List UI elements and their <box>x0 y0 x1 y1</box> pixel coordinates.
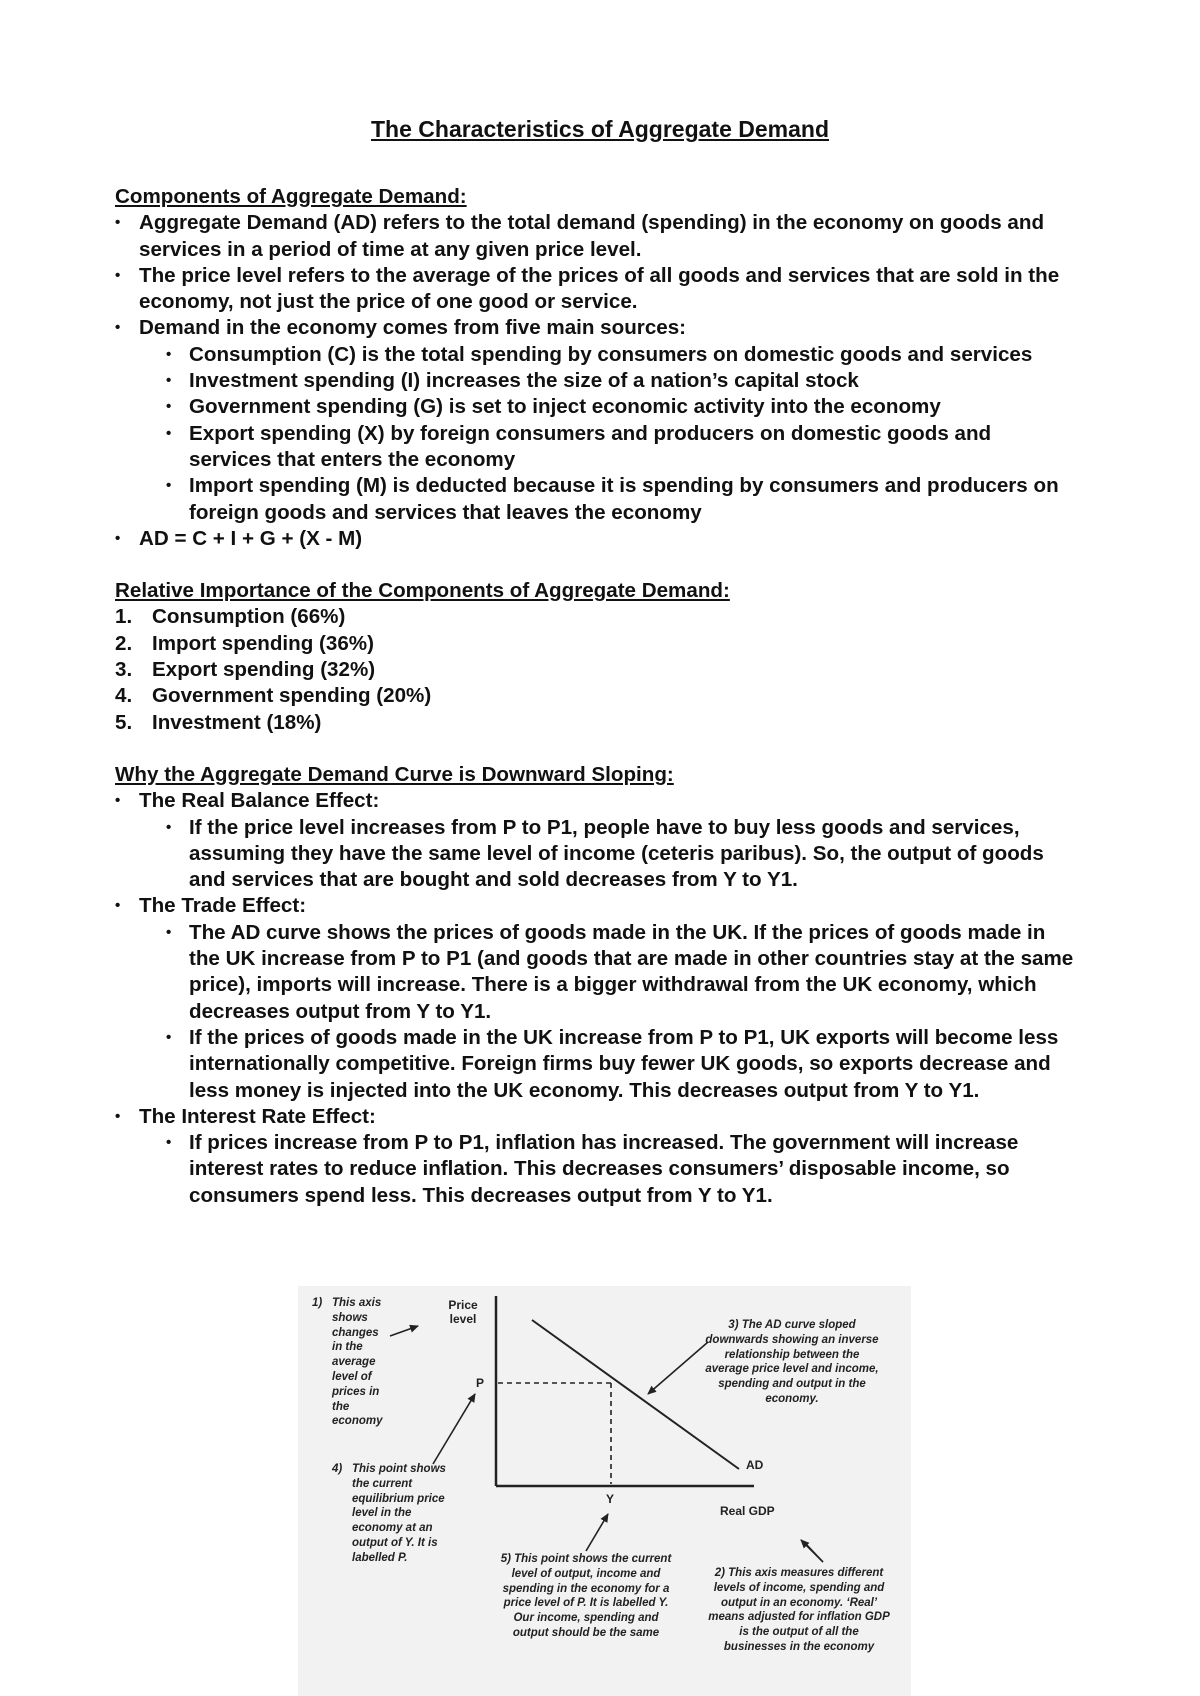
section-heading-relative-importance: Relative Importance of the Components of Aggregate Demand: <box>115 579 730 603</box>
effects-list <box>115 788 1075 1209</box>
annotation-1: This axis shows changes in the average level of prices in the economy <box>332 1297 383 1428</box>
arrow-annotation-3 <box>648 1342 708 1394</box>
numbered-item <box>115 604 1075 630</box>
item-number: 1. <box>115 605 133 629</box>
item-number: 5. <box>115 710 133 734</box>
item-text: Investment (18%) <box>152 710 322 734</box>
list-item <box>115 315 1075 525</box>
p-label: P <box>476 1376 485 1390</box>
annotation-5: 5) This point shows the current level of output, income and spending in the economy for a price level of P. It is labelled Y. Our income, spending and output should be the same <box>500 1553 672 1639</box>
sublist-item: • If the price level increases from P to P1, people have to buy less goods and services, assuming they have the same level of income (ceteris paribus). So, the output of goods and services that are bought and sold decreases from Y to Y1. <box>164 815 1075 894</box>
y-axis-label: Price level <box>448 1298 478 1326</box>
item-number: 3. <box>115 658 133 682</box>
section-heading-downward-sloping: Why the Aggregate Demand Curve is Downward Sloping: <box>115 762 674 786</box>
effect-item <box>115 1104 1075 1209</box>
document-title: The Characteristics of Aggregate Demand <box>371 116 829 142</box>
ad-diagram <box>298 1286 911 1696</box>
sublist-item: • If prices increase from P to P1, inflation has increased. The government will increase interest rates to reduce inflation. This decreases consumers’ disposable income, so consumers spend less. This decreases output from Y to Y1. <box>164 1130 1075 1209</box>
effect-item <box>115 788 1075 893</box>
effect-label: The Interest Rate Effect: <box>139 1104 376 1128</box>
ad-curve-label: AD <box>746 1458 764 1472</box>
sources-sublist <box>115 342 1075 526</box>
arrow-annotation-1 <box>390 1326 418 1336</box>
effect-label: The Real Balance Effect: <box>139 789 380 813</box>
section-heading-components: Components of Aggregate Demand: <box>115 185 467 208</box>
annotation-4-number: 4) <box>332 1463 343 1475</box>
arrow-annotation-5 <box>586 1514 608 1551</box>
numbered-item <box>115 657 1075 683</box>
numbered-item <box>115 683 1075 709</box>
numbered-item <box>115 631 1075 657</box>
annotation-4: This point shows the current equilibrium price level in the economy at an output of Y. It is labelled P. <box>352 1463 446 1564</box>
item-text: Consumption (66%) <box>152 605 346 629</box>
x-axis-label: Real GDP <box>720 1504 775 1518</box>
formula-item: • AD = C + I + G + (X - M) <box>115 526 1075 552</box>
sublist-item: • If the prices of goods made in the UK increase from P to P1, UK exports will become less internationally competitive. Foreign firms buy fewer UK goods, so exports decrease and less money is injected into the UK economy. This decreases output from Y to Y1. <box>164 1025 1075 1104</box>
annotation-3: 3) The AD curve sloped downwards showing an inverse relationship between the average price level and income, spending and output in the economy. <box>705 1319 879 1405</box>
y-point-label: Y <box>606 1492 615 1506</box>
sublist-item: • The AD curve shows the prices of goods made in the UK. If the prices of goods made in the UK increase from P to P1 (and goods that are made in other countries stay at the same price), imports will increase. There is a bigger withdrawal from the UK economy, which decreases output from Y to Y1. <box>164 920 1075 1025</box>
annotation-2: 2) This axis measures different levels of income, spending and output in an economy. ‘Real’ means adjusted for inflation GDP is the output of all the businesses in the economy <box>708 1567 890 1653</box>
arrow-annotation-2-head <box>801 1540 823 1562</box>
numbered-item <box>115 710 1075 736</box>
item-number: 4. <box>115 684 133 708</box>
list-item: • The price level refers to the average of the prices of all goods and services that are sold in the economy, not just the price of one good or service. <box>115 263 1075 316</box>
effect-item <box>115 893 1075 1103</box>
item-number: 2. <box>115 631 133 655</box>
effect-sublist <box>115 1130 1075 1209</box>
sublist-item: • Import spending (M) is deducted because it is spending by consumers and producers on foreign goods and services that leaves the economy <box>164 473 1075 526</box>
list-item-text: Demand in the economy comes from five main sources: <box>139 316 687 340</box>
arrow-annotation-4 <box>433 1394 475 1464</box>
sublist-item: • Government spending (G) is set to inject economic activity into the economy <box>164 394 1075 420</box>
sublist-item: • Investment spending (I) increases the size of a nation’s capital stock <box>164 368 1075 394</box>
item-text: Import spending (36%) <box>152 631 374 655</box>
importance-list <box>115 604 1075 735</box>
sublist-item: • Consumption (C) is the total spending by consumers on domestic goods and services <box>164 342 1075 368</box>
effect-sublist <box>115 920 1075 1104</box>
item-text: Export spending (32%) <box>152 658 376 682</box>
list-item: • Aggregate Demand (AD) refers to the total demand (spending) in the economy on goods and services in a period of time at any given price level. <box>115 210 1075 263</box>
item-text: Government spending (20%) <box>152 684 432 708</box>
annotation-1-number: 1) <box>312 1297 323 1309</box>
components-list <box>115 210 1075 552</box>
sublist-item: • Export spending (X) by foreign consumers and producers on domestic goods and services that enters the economy <box>164 421 1075 474</box>
document-body <box>115 184 1075 1209</box>
effect-sublist <box>115 815 1075 894</box>
effect-label: The Trade Effect: <box>139 894 307 918</box>
